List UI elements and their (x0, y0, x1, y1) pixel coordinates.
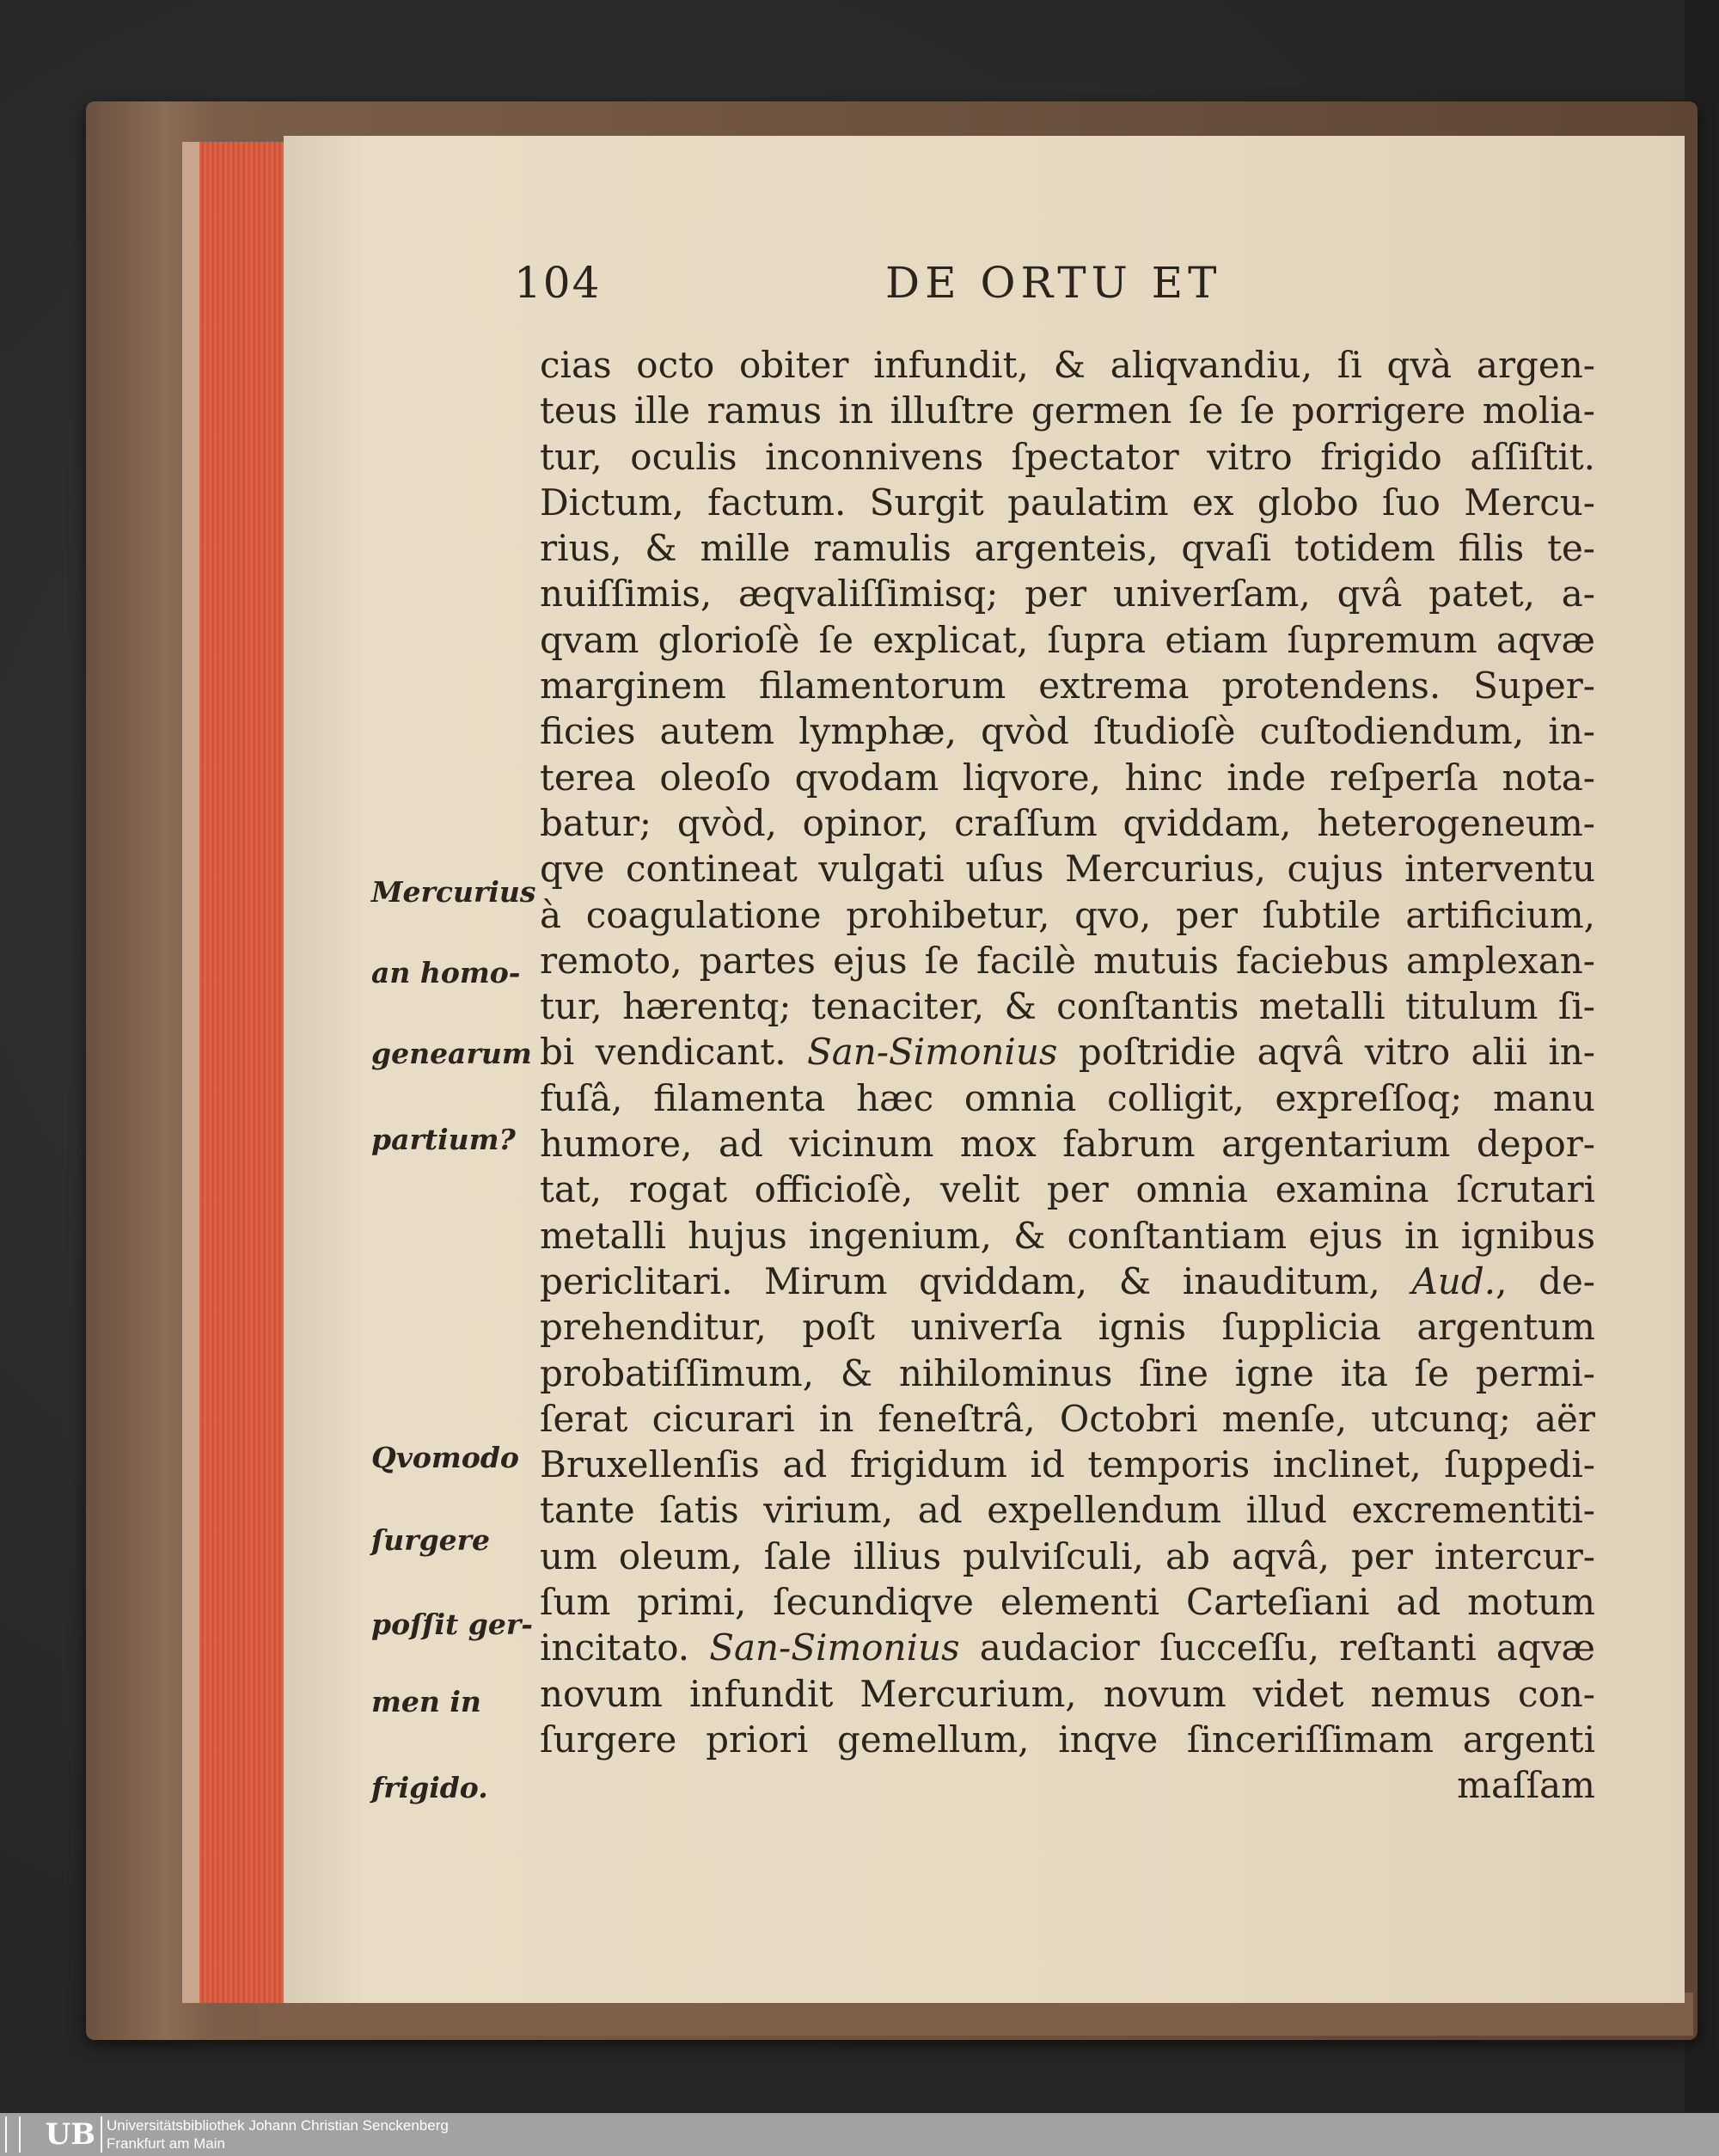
text-line: tur, hærentq; tenaciter, & conſtantis metalli titulum ſi- (540, 985, 1595, 1028)
page-number: 104 (514, 258, 602, 308)
text-line: fuſâ, filamenta hæc omnia colligit, expreſſoq; manu (540, 1076, 1595, 1119)
margin-note: genearum (371, 1037, 532, 1070)
text-line: terea oleoſo qvodam liqvore, hinc inde reſperſa nota- (540, 756, 1595, 799)
text-line: novum infundit Mercurium, novum videt nemus con- (540, 1672, 1595, 1715)
text-line: probatiſſimum, & nihilominus ſine igne ita ſe permi- (540, 1351, 1595, 1394)
catchword: maſſam (1457, 1764, 1595, 1807)
margin-note: frigido. (371, 1771, 488, 1804)
text-segment: bi vendicant. (540, 1031, 786, 1074)
text-line: ſum primi, ſecundiqve elementi Carteſiani ad motum (540, 1581, 1595, 1624)
text-line: tante ſatis virium, ad expellendum illud excrementiti- (540, 1489, 1595, 1532)
text-line: prehenditur, poſt univerſa ignis ſupplicia argentum (540, 1306, 1595, 1349)
library-name: Universitätsbibliothek Johann Christian Senckenberg (107, 2117, 449, 2134)
text-line: Dictum, factum. Surgit paulatim ex globo ſuo Mercu- (540, 481, 1595, 524)
text-line: cias octo obiter infundit, & aliqvandiu, ſi qvà argen- (540, 344, 1595, 386)
text-line: metalli hujus ingenium, & conſtantiam ejus in ignibus (540, 1214, 1595, 1257)
text-segment: poſtridie aqvâ vitro alii in- (1078, 1031, 1595, 1074)
text-line: ſurgere priori gemellum, inqve ſinceriſſimam argenti (540, 1718, 1595, 1761)
text-segment: periclitari. Mirum qviddam, & inauditum, (540, 1259, 1380, 1302)
margin-note: an homo- (371, 956, 521, 989)
text-line: tat, rogat officioſè, velit per omnia examina ſcrutari (540, 1168, 1595, 1211)
text-segment: incitato. (540, 1626, 690, 1669)
text-line (540, 1625, 1595, 1670)
margin-note: ſurgere (371, 1523, 491, 1557)
logo-columns-icon (5, 2116, 21, 2153)
margin-note: poſſit ger- (371, 1608, 533, 1641)
text-line: teus ille ramus in illuſtre germen ſe ſe porrigere molia- (540, 389, 1595, 432)
text-line: remoto, partes ejus ſe facilè mutuis faciebus amplexan- (540, 939, 1595, 982)
library-logo (5, 2116, 102, 2153)
body-text (540, 342, 1595, 1809)
text-line: batur; qvòd, opinor, craſſum qviddam, heterogeneum- (540, 801, 1595, 844)
cover-inner-edge (182, 142, 199, 2003)
text-line: ficies autem lymphæ, qvòd ſtudioſè cuſtodiendum, in- (540, 710, 1595, 753)
text-line: rius, & mille ramulis argenteis, qvaſi totidem filis te- (540, 527, 1595, 570)
text-line: ſerat cicurari in feneſtrâ, Octobri menſe, utcunq; aër (540, 1397, 1595, 1440)
library-credit (107, 2116, 449, 2153)
text-line: à coagulatione prohibetur, qvo, per ſubtile artificium, (540, 893, 1595, 936)
margin-note: Mercurius (371, 875, 536, 909)
text-line (540, 1029, 1595, 1075)
text-line: nuiſſimis, æqvaliſſimisq; per univerſam, qvâ patet, a- (540, 573, 1595, 616)
running-title: DE ORTU ET (885, 258, 1222, 308)
text-line: qvam glorioſè ſe explicat, ſupra etiam ſupremum aqvæ (540, 618, 1595, 661)
abbrev-italic: Aud. (1411, 1259, 1496, 1302)
name-italic: San-Simonius (806, 1031, 1058, 1074)
text-line: Bruxellenſis ad frigidum id temporis inclinet, ſuppedi- (540, 1443, 1595, 1486)
margin-note: partium? (371, 1123, 516, 1156)
text-segment: , de- (1496, 1259, 1596, 1302)
text-line (540, 1259, 1595, 1304)
name-italic: San-Simonius (709, 1626, 960, 1669)
text-line: um oleum, ſale illius pulviſculi, ab aqvâ, per intercur- (540, 1534, 1595, 1577)
text-line: tur, oculis inconnivens ſpectator vitro frigido aſſiſtit. (540, 435, 1595, 478)
library-city: Frankfurt am Main (107, 2135, 225, 2152)
logo-text: UB (45, 2117, 95, 2152)
text-line: marginem filamentorum extrema protendens. Super- (540, 665, 1595, 707)
text-line: qve contineat vulgati uſus Mercurius, cujus interventu (540, 848, 1595, 891)
margin-note: men in (371, 1685, 481, 1718)
margin-note: Qvomodo (371, 1441, 519, 1474)
text-segment: audacior ſucceſſu, reſtanti aqvæ (979, 1626, 1596, 1669)
library-footer (0, 2113, 1719, 2156)
text-line: humore, ad vicinum mox fabrum argentarium depor- (540, 1123, 1595, 1166)
